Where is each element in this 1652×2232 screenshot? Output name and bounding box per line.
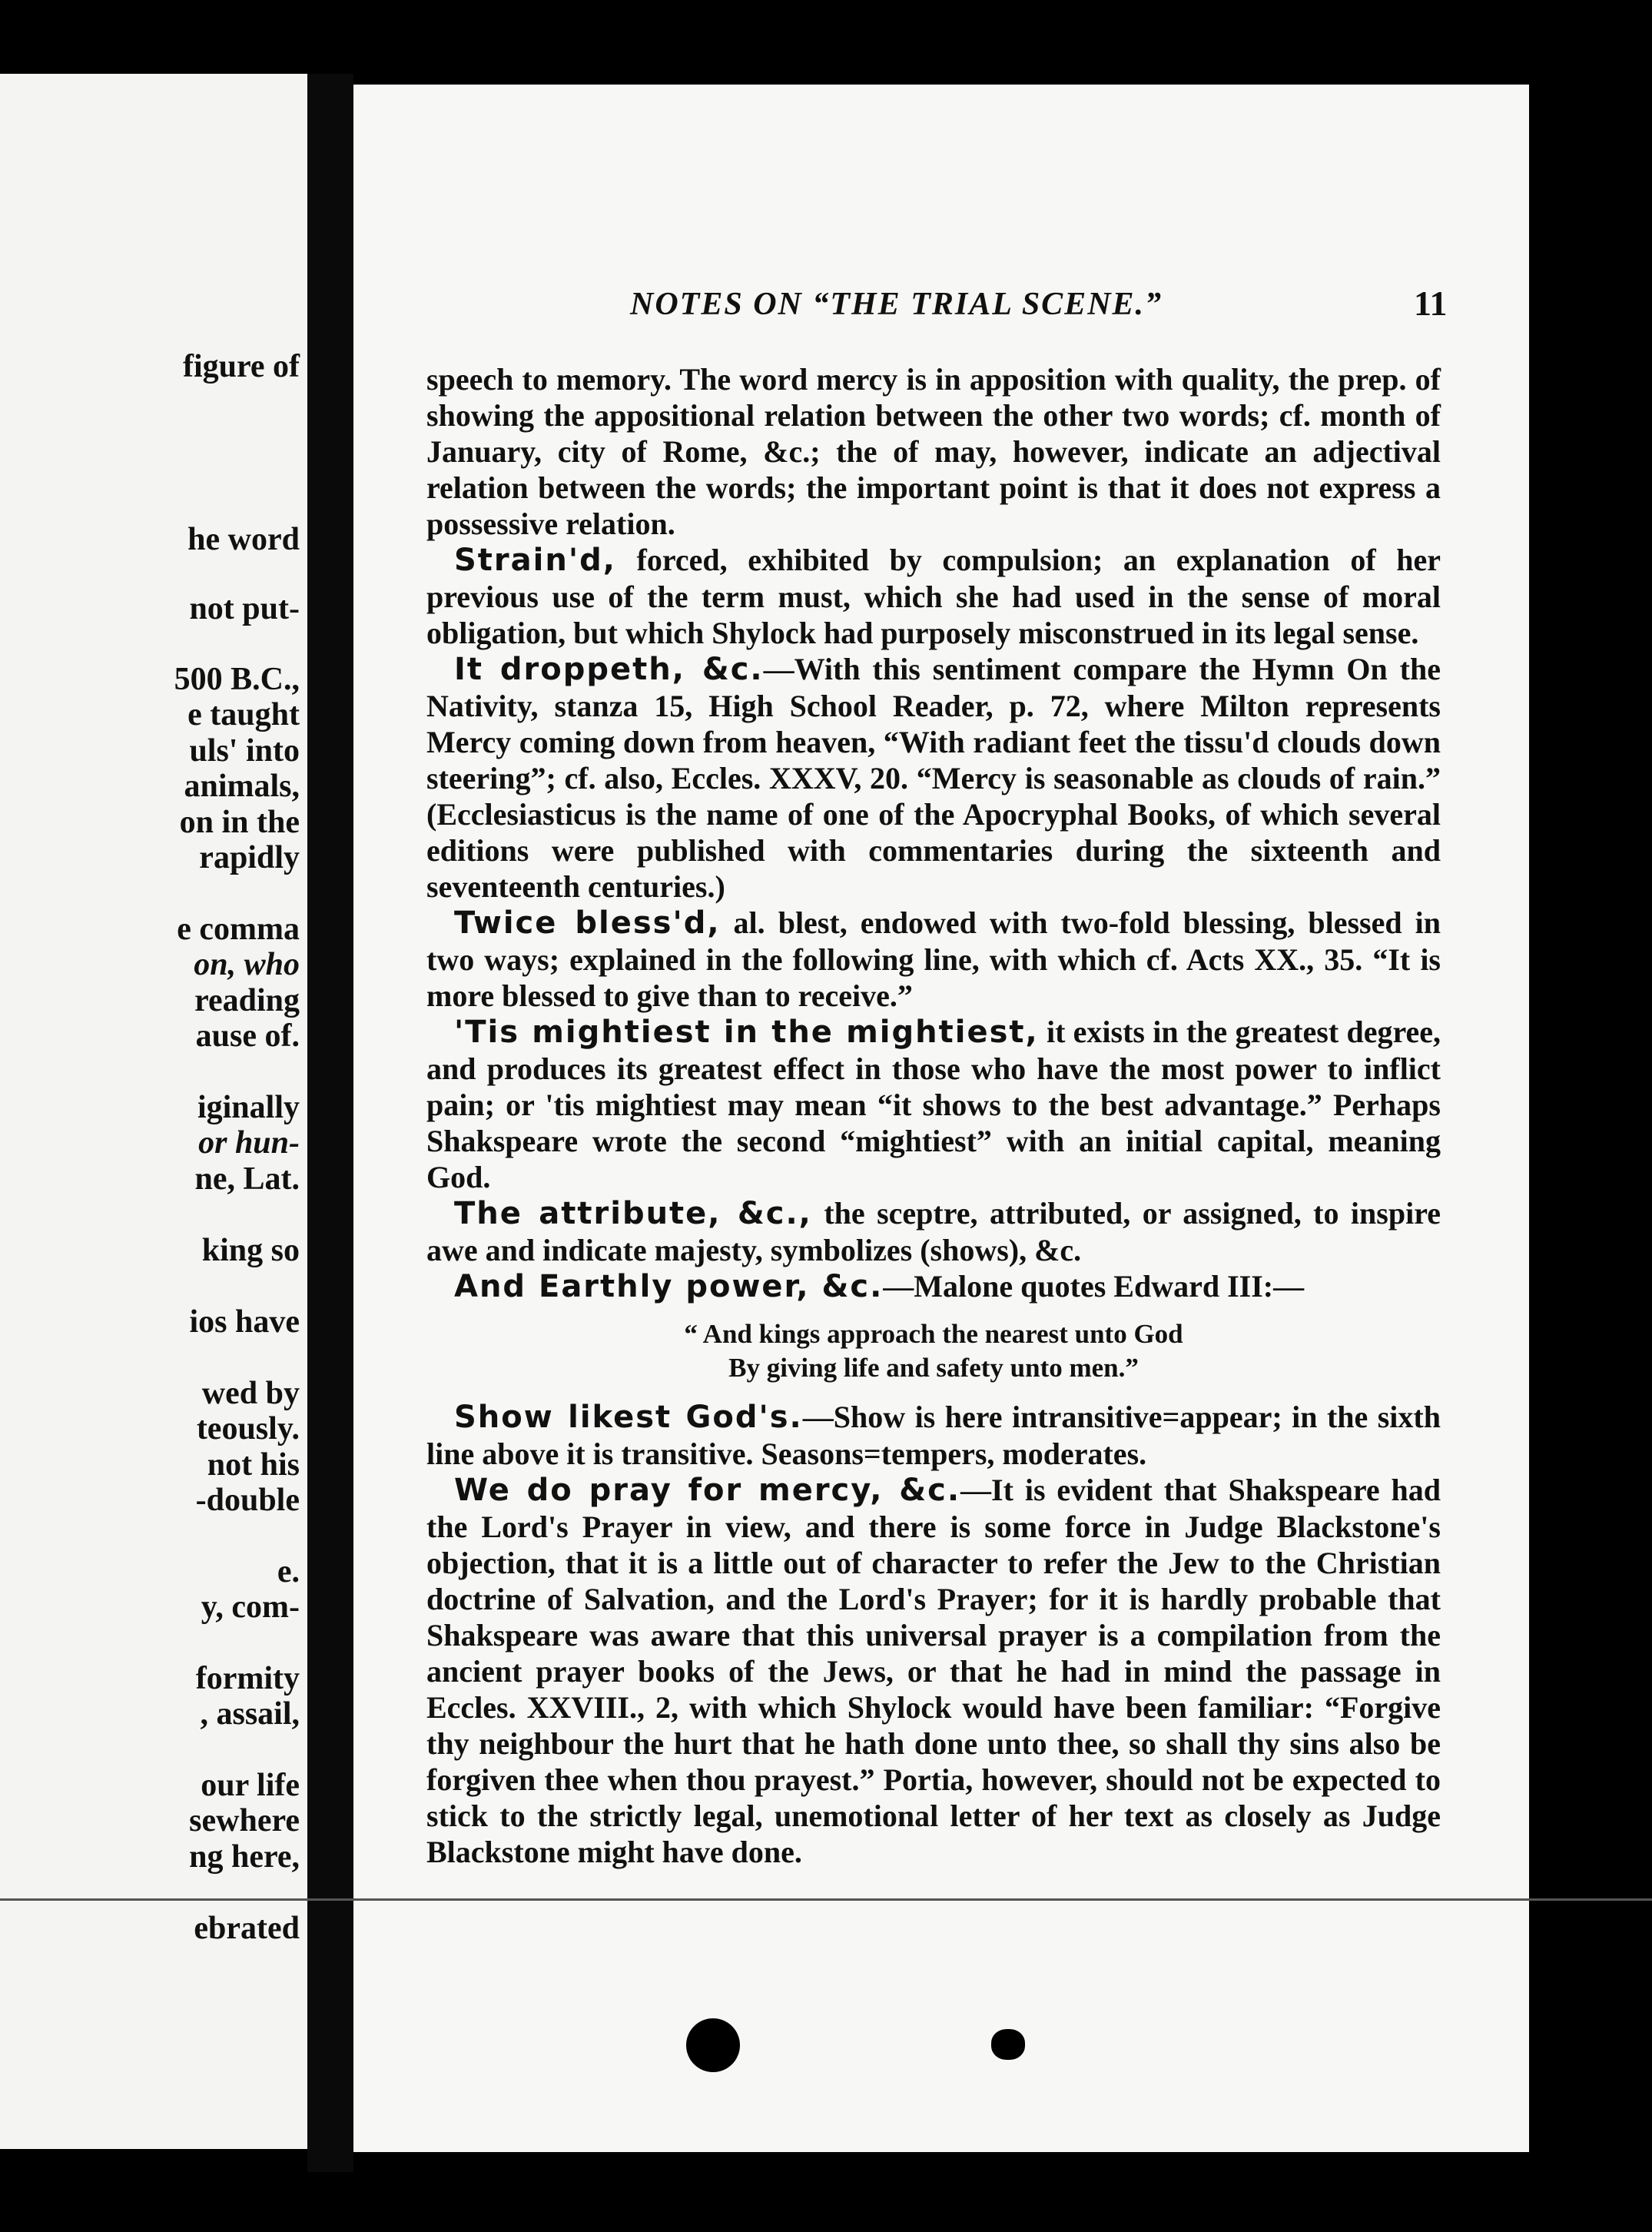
note-headword: Strain'd, bbox=[454, 543, 616, 578]
left-fragment: e taught bbox=[187, 697, 300, 732]
note-text: al. blest, endowed with two-fold blessing, blessed in two ways; explained in the following line, with which cf. Acts XX., 35. “It is more blessed to give than to receive.” bbox=[426, 905, 1441, 1013]
ink-blot bbox=[686, 2018, 740, 2072]
quote-line: By giving life and safety unto men.” bbox=[728, 1353, 1139, 1383]
note-text: the sceptre, attributed, or assigned, to inspire awe and indicate majesty, symbolizes (shows), &c. bbox=[426, 1196, 1441, 1267]
right-page bbox=[353, 85, 1529, 2152]
note-paragraph bbox=[426, 1195, 1441, 1268]
note-paragraph bbox=[426, 361, 1441, 542]
left-fragment: ng here, bbox=[189, 1839, 300, 1875]
scan-line bbox=[0, 1898, 1652, 1901]
left-fragment: sewhere bbox=[189, 1803, 300, 1838]
left-fragment: ebrated bbox=[194, 1911, 300, 1946]
left-fragment: y, com- bbox=[201, 1589, 300, 1625]
left-fragment: or hun- bbox=[198, 1125, 300, 1161]
left-fragment: on in the bbox=[179, 805, 300, 840]
note-paragraph bbox=[426, 651, 1441, 905]
left-fragment: wed by bbox=[201, 1376, 300, 1411]
note-headword: The attribute, &c., bbox=[454, 1196, 812, 1231]
left-fragment: -double bbox=[195, 1483, 300, 1518]
left-fragment: reading bbox=[194, 983, 300, 1018]
note-headword: And Earthly power, &c. bbox=[454, 1269, 884, 1304]
left-fragment: , assail, bbox=[200, 1696, 300, 1732]
note-text: forced, exhibited by compulsion; an explanation of her previous use of the term must, which she had used in the sense of moral obligation, but which Shylock had purposely misconstrued in its legal sense. bbox=[426, 543, 1441, 650]
quote-line: “ And kings approach the nearest unto God bbox=[684, 1319, 1183, 1349]
left-fragment: he word bbox=[187, 522, 300, 557]
left-fragment: uls' into bbox=[189, 733, 300, 769]
note-paragraph bbox=[426, 905, 1441, 1014]
verse-quote bbox=[426, 1317, 1441, 1385]
note-headword: We do pray for mercy, &c. bbox=[454, 1473, 961, 1508]
note-text: —Show is here intransitive=appear; in the sixth line above it is transitive. Seasons=tempers, moderates. bbox=[426, 1400, 1441, 1471]
left-fragment: rapidly bbox=[199, 840, 300, 875]
note-text: speech to memory. The word mercy is in apposition with quality, the prep. of showing the appositional relation between the other two words; cf. month of January, city of Rome, &c.; the of may, however, indicate an adjectival relation between the words; the important point is that it does not express a possessive relation. bbox=[426, 362, 1441, 541]
note-text: it exists in the greatest degree, and produces its greatest effect in those who have the most power to inflict pain; or 'tis mightiest may mean “it shows to the best advantage.” Perhaps Shakspeare wrote the second “mightiest” with an initial capital, meaning God. bbox=[426, 1015, 1441, 1194]
left-fragment: e. bbox=[277, 1554, 300, 1589]
left-fragment: teously. bbox=[196, 1411, 300, 1446]
left-fragment: on, who bbox=[194, 947, 300, 982]
left-fragment: not his bbox=[207, 1447, 300, 1483]
book-gutter bbox=[307, 74, 353, 2172]
ink-blot bbox=[991, 2029, 1025, 2060]
note-paragraph bbox=[426, 1014, 1441, 1195]
left-fragment: ios have bbox=[189, 1304, 300, 1340]
page-number: 11 bbox=[1414, 284, 1448, 323]
note-paragraph bbox=[426, 1268, 1441, 1305]
left-fragment: ause of. bbox=[195, 1018, 300, 1054]
left-fragment: ne, Lat. bbox=[194, 1161, 300, 1197]
left-fragment: iginally bbox=[197, 1090, 300, 1125]
left-fragment: animals, bbox=[184, 769, 300, 804]
left-fragment: figure of bbox=[182, 349, 300, 384]
note-headword: 'Tis mightiest in the mightiest, bbox=[454, 1015, 1039, 1050]
notes-body bbox=[426, 361, 1441, 1870]
note-paragraph bbox=[426, 542, 1441, 651]
note-text: —Malone quotes Edward III:— bbox=[883, 1269, 1305, 1304]
left-fragment: e comma bbox=[177, 912, 300, 947]
note-paragraph bbox=[426, 1472, 1441, 1870]
left-fragment: not put- bbox=[189, 591, 300, 626]
note-headword: It droppeth, &c. bbox=[454, 652, 764, 687]
note-headword: Twice bless'd, bbox=[454, 905, 721, 941]
left-fragment: formity bbox=[195, 1661, 300, 1696]
note-text: —It is evident that Shakspeare had the Lord's Prayer in view, and there is some force in Judge Blackstone's objection, that it is a little out of character to refer the Jew to the Christian doctrine of Salvation, and the Lord's Prayer; for it is hardly probable that Shakspeare was aware that this universal prayer is a compilation from the ancient prayer books of the Jews, or that he had in mind the passage in Eccles. XXVIII., 2, with which Shylock would have been familiar: “Forgive thy neighbour the hurt that he hath done unto thee, so shall thy sins also be forgiven thee when thou prayest.” Portia, however, should not be expected to stick to the strictly legal, unemotional letter of her text as closely as Judge Blackstone might have done. bbox=[426, 1473, 1441, 1869]
note-headword: Show likest God's. bbox=[454, 1400, 803, 1435]
note-paragraph bbox=[426, 1399, 1441, 1472]
left-fragment: 500 B.C., bbox=[174, 662, 300, 697]
left-fragment: king so bbox=[201, 1233, 300, 1268]
note-text: —With this sentiment compare the Hymn On the Nativity, stanza 15, High School Reader, p. 72, where Milton represents Mercy coming down from heaven, “With radiant feet the tissu'd clouds down steering”; cf. also, Eccles. XXXV, 20. “Mercy is seasonable as clouds of rain.” (Ecclesiasticus is the name of one of the Apocryphal Books, of which several editions were published with commentaries during the sixteenth and seventeenth centuries.) bbox=[426, 652, 1441, 904]
running-head: NOTES ON “THE TRIAL SCENE.” bbox=[630, 287, 1163, 322]
left-fragment: our life bbox=[201, 1768, 300, 1803]
left-page bbox=[0, 74, 312, 2149]
